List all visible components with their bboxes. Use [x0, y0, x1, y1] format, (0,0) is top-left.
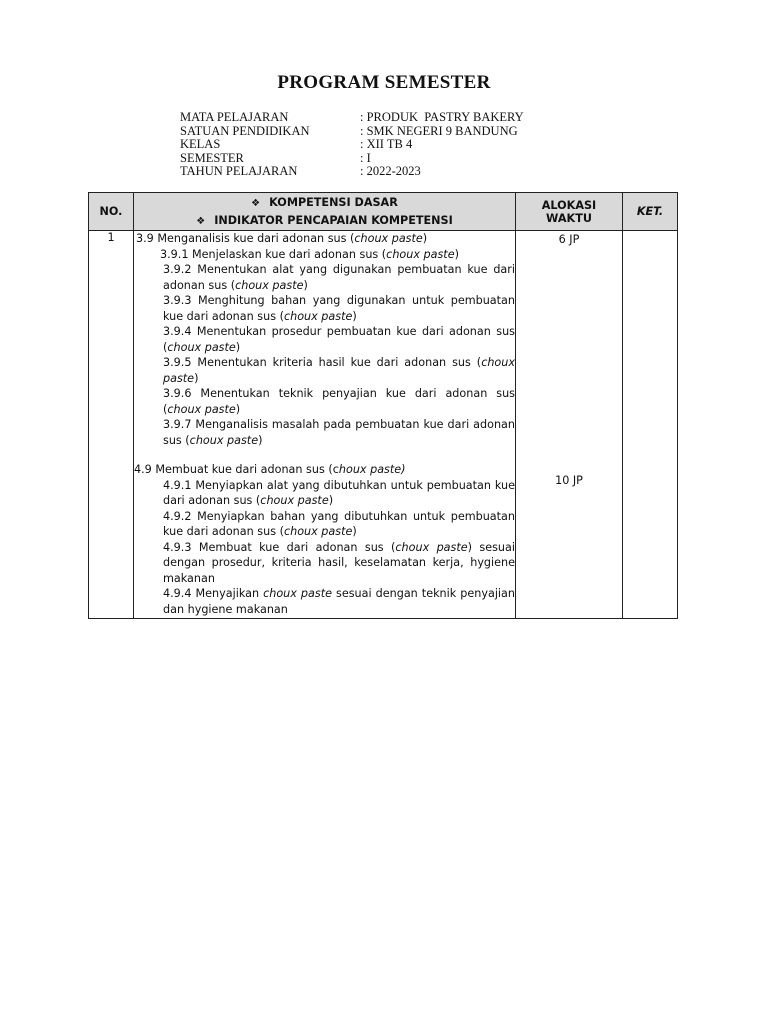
section-gap [134, 448, 515, 462]
row-number: 1 [89, 231, 134, 619]
meta-value: : I [360, 150, 371, 165]
ket-cell [623, 231, 678, 619]
term-italic: choux paste [163, 356, 515, 385]
indikator-text: 3.9.4 Menentukan prosedur pembuatan kue dari adonan sus ( [163, 325, 515, 354]
indikator-text: 4.9.3 Membuat kue dari adonan sus ( [163, 540, 396, 554]
indikator-3-9-1 [134, 247, 515, 263]
indikator-text: 3.9.7 Menganalisis masalah pada pembuatan kue dari adonan sus ( [163, 418, 515, 447]
document-meta [180, 111, 524, 179]
page-title: PROGRAM SEMESTER [277, 72, 491, 93]
indikator-text: ) [194, 371, 199, 385]
meta-row-year [180, 165, 524, 179]
indikator-text: ) [454, 247, 459, 261]
indikator-3-9-5 [134, 355, 515, 386]
indikator-text: 3.9.6 Menentukan teknik penyajian kue dari adonan sus ( [163, 387, 515, 416]
meta-label: TAHUN PELAJARAN [180, 164, 298, 178]
kd-text: 3.9 Menganalisis kue dari adonan sus ( [136, 232, 355, 245]
meta-value: : PRODUK PASTRY BAKERY [360, 110, 524, 124]
meta-row-semester [180, 152, 524, 166]
header-indikator-label: INDIKATOR PENCAPAIAN KOMPETENSI [214, 213, 453, 227]
header-no: NO. [89, 193, 134, 231]
term-italic: choux paste [189, 433, 259, 447]
indikator-3-9-2 [134, 262, 515, 293]
indikator-text: 4.9.4 Menyajikan [163, 587, 264, 600]
meta-row-class [180, 138, 524, 152]
indikator-text: ) [352, 525, 357, 538]
term-italic: houx paste) [338, 463, 406, 476]
kompetensi-cell [134, 231, 516, 619]
term-italic: choux paste [263, 587, 332, 600]
term-italic: choux paste [283, 309, 353, 323]
indikator-4-9-1 [134, 478, 515, 509]
term-italic: choux paste [167, 402, 236, 416]
table-row [89, 231, 678, 619]
header-alokasi-line1: ALOKASI [541, 198, 597, 212]
term-italic: choux paste [167, 340, 236, 354]
indikator-text: ) [352, 309, 357, 323]
kd-text: c [332, 463, 339, 476]
header-kd-label: KOMPETENSI DASAR [269, 195, 398, 209]
indikator-3-9-3 [134, 293, 515, 324]
diamond-bullet-icon: ❖ [251, 197, 261, 209]
indikator-text: ) [258, 433, 263, 447]
alokasi-4-9: 10 JP [555, 474, 583, 487]
indikator-4-9-3 [134, 540, 515, 587]
term-italic: choux paste [354, 232, 423, 245]
program-semester-table [88, 192, 678, 619]
indikator-3-9-7 [134, 417, 515, 448]
header-ket: KET. [623, 193, 678, 231]
meta-row-subject [180, 111, 524, 125]
meta-label: MATA PELAJARAN [180, 110, 289, 124]
indikator-text: ) [235, 340, 241, 354]
alokasi-cell [516, 231, 623, 619]
indikator-4-9-4 [134, 586, 515, 617]
meta-label: KELAS [180, 137, 221, 151]
meta-label: SATUAN PENDIDIKAN [180, 123, 310, 138]
kd-3-9 [134, 231, 515, 247]
indikator-text: 4.9.2 Menyiapkan bahan yang dibutuhkan untuk pembuatan kue dari adonan sus ( [163, 509, 515, 538]
meta-label: SEMESTER [180, 150, 244, 165]
meta-row-school [180, 125, 524, 139]
indikator-text: ) [328, 494, 334, 507]
indikator-text: ) sesuai dengan prosedur, kriteria hasil, keselamatan kerja, hygiene makanan [163, 540, 515, 585]
kd-4-9 [134, 462, 515, 478]
meta-value: : SMK NEGERI 9 BANDUNG [360, 123, 518, 138]
meta-value: : 2022-2023 [360, 164, 421, 178]
indikator-text: 3.9.5 Menentukan kriteria hasil kue dari adonan sus ( [163, 356, 482, 369]
indikator-text: 3.9.3 Menghitung bahan yang digunakan untuk pembuatan kue dari adonan sus ( [163, 294, 515, 323]
header-alokasi [516, 193, 623, 231]
indikator-text: sesuai dengan teknik penyajian dan hygiene makanan [163, 587, 515, 616]
indikator-text: 3.9.2 Menentukan alat yang digunakan pembuatan kue dari adonan sus ( [163, 263, 515, 292]
indikator-3-9-6 [134, 386, 515, 417]
indikator-4-9-2 [134, 509, 515, 540]
meta-value: : XII TB 4 [360, 137, 413, 151]
term-italic: choux paste [235, 278, 304, 292]
header-kd-line [134, 194, 515, 212]
term-italic: choux paste [395, 540, 468, 554]
table-header-row [89, 193, 678, 231]
indikator-text: ) [303, 278, 308, 292]
term-italic: choux paste [283, 525, 353, 538]
indikator-text: 4.9.1 Menyiapkan alat yang dibutuhkan untuk pembuatan kue dari adonan sus ( [163, 478, 515, 507]
header-alokasi-line2: WAKTU [546, 211, 592, 225]
term-italic: choux paste [260, 494, 329, 507]
indikator-text: 3.9.1 Menjelaskan kue dari adonan sus ( [160, 247, 387, 261]
kd-text: 4.9 Membuat kue dari adonan sus ( [134, 463, 333, 476]
diamond-bullet-icon: ❖ [196, 215, 206, 227]
term-italic: choux paste [386, 247, 455, 261]
header-indikator-line [134, 212, 515, 230]
header-kompetensi [134, 193, 516, 231]
kd-text: ) [422, 232, 428, 245]
indikator-3-9-4 [134, 324, 515, 355]
alokasi-3-9: 6 JP [558, 233, 580, 246]
indikator-text: ) [235, 402, 241, 416]
